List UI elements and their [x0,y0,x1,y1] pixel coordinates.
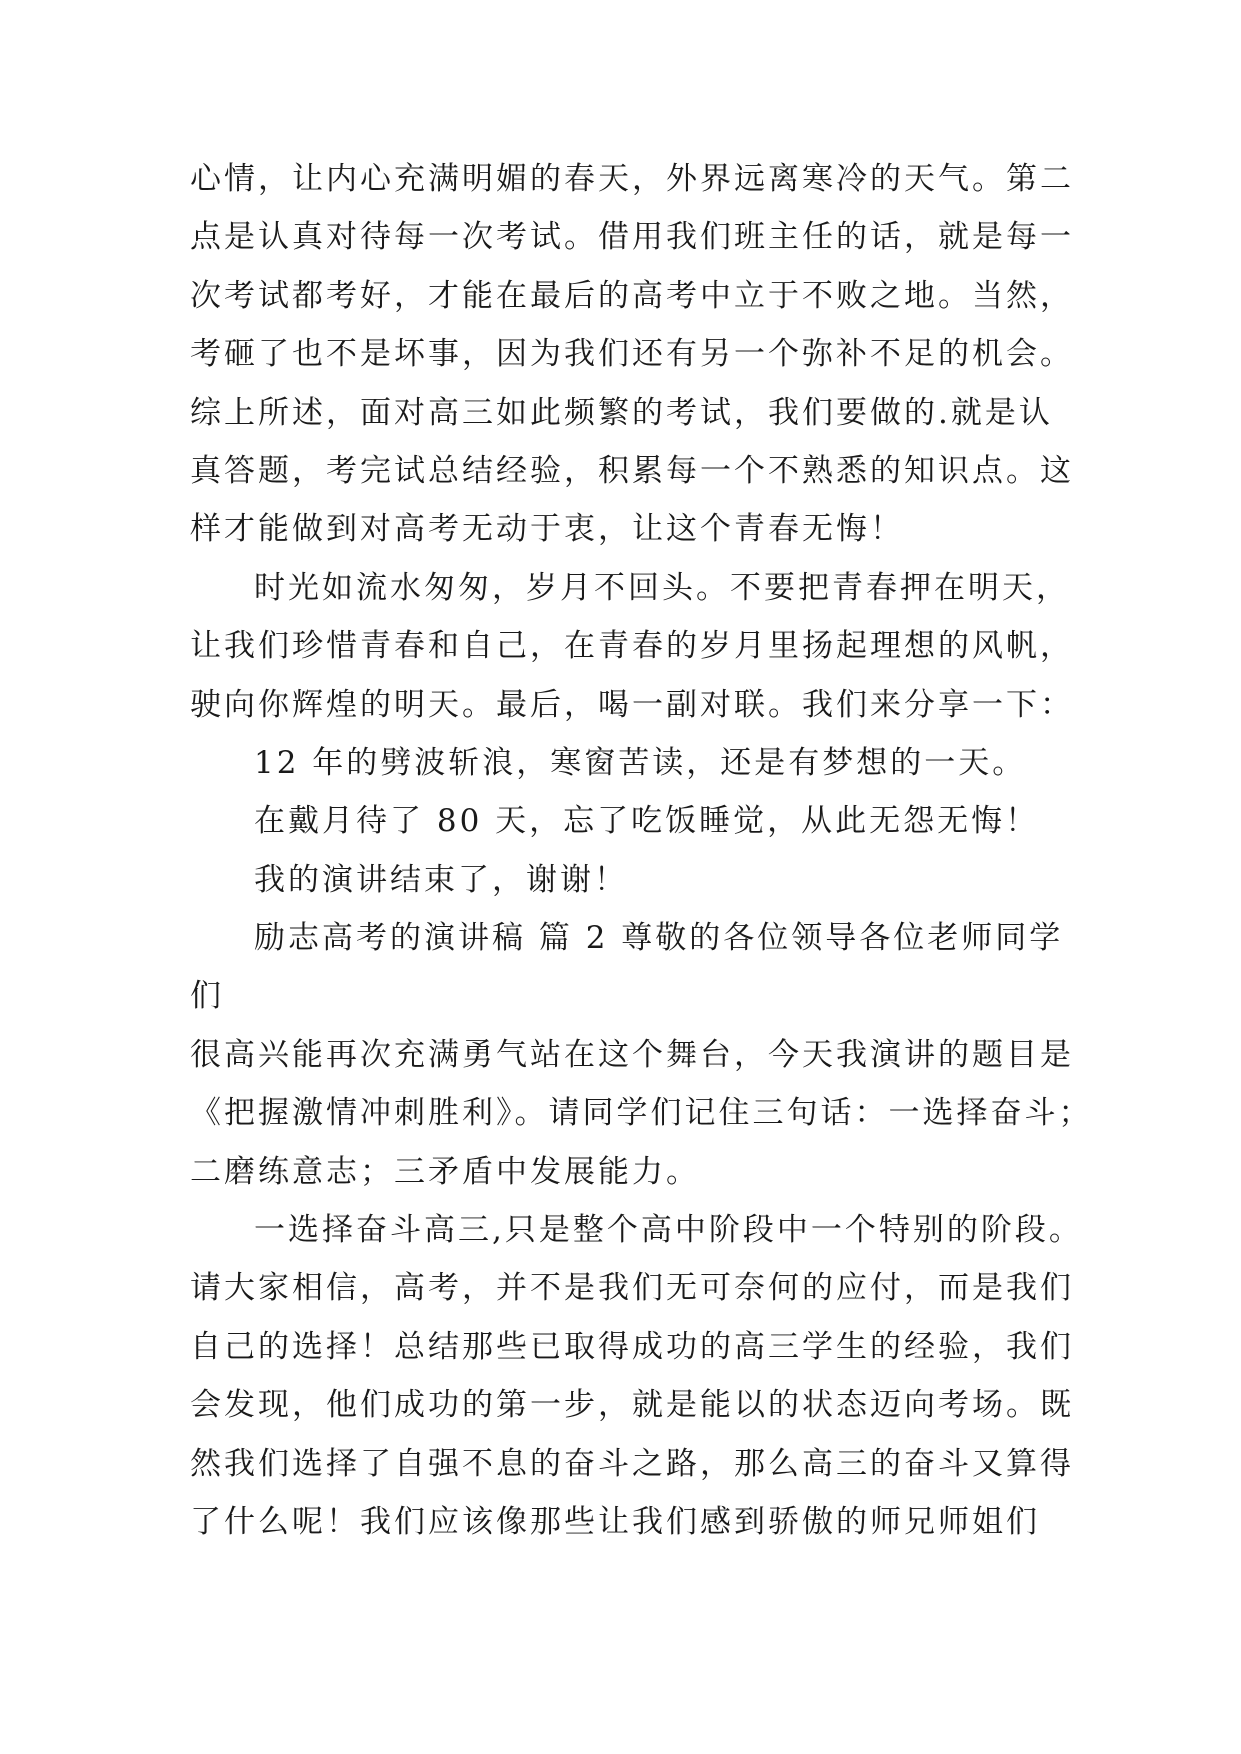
text-line: 心情，让内心充满明媚的春天，外界远离寒冷的天气。第二 [190,161,1074,197]
text-line: 考砸了也不是坏事，因为我们还有另一个弥补不足的机会。 [190,336,1074,373]
text-line: 次考试都考好，才能在最后的高考中立于不败之地。当然， [190,277,1074,314]
text-line: 会发现，他们成功的第一步，就是能以的状态迈向考场。既 [190,1387,1074,1424]
text-line: 们 [190,978,224,1015]
text-line: 然我们选择了自强不息的奋斗之路，那么高三的奋斗又算得 [190,1445,1074,1482]
text-line: 时光如流水匆匆，岁月不回头。不要把青春押在明天， [254,569,1070,606]
text-line: 真答题，考完试总结经验，积累每一个不熟悉的知识点。这 [190,452,1074,489]
text-line: 在戴月待了 80 天，忘了吃饭睡觉，从此无怨无悔！ [254,803,1040,840]
text-line: 样才能做到对高考无动于衷，让这个青春无悔！ [190,511,904,548]
text-line: 综上所述，面对高三如此频繁的考试，我们要做的.就是认 [190,394,1053,431]
text-line: 点是认真对待每一次考试。借用我们班主任的话，就是每一 [190,219,1074,256]
text-line: 驶向你辉煌的明天。最后，喝一副对联。我们来分享一下： [190,686,1074,723]
text-line: 我的演讲结束了，谢谢！ [254,861,628,898]
text-line: 很高兴能再次充满勇气站在这个舞台，今天我演讲的题目是 [190,1036,1074,1073]
text-line: 12 年的劈波斩浪，寒窗苦读，还是有梦想的一天。 [254,744,1027,781]
text-line: 一选择奋斗高三,只是整个高中阶段中一个特别的阶段。 [254,1212,1083,1249]
text-line: 二磨练意志；三矛盾中发展能力。 [190,1153,700,1190]
text-line: 请大家相信，高考，并不是我们无可奈何的应付，而是我们 [190,1270,1074,1307]
text-line: 自己的选择！总结那些已取得成功的高三学生的经验，我们 [190,1328,1074,1365]
section-heading-line: 励志高考的演讲稿 篇 2 尊敬的各位领导各位老师同学 [254,920,1064,957]
document-body [190,150,1093,1551]
text-line: 让我们珍惜青春和自己，在青春的岁月里扬起理想的风帆， [190,628,1074,665]
text-line: 了什么呢！我们应该像那些让我们感到骄傲的师兄师姐们 [190,1503,1040,1540]
text-line: 《把握激情冲刺胜利》。请同学们记住三句话：一选择奋斗； [190,1095,1093,1132]
